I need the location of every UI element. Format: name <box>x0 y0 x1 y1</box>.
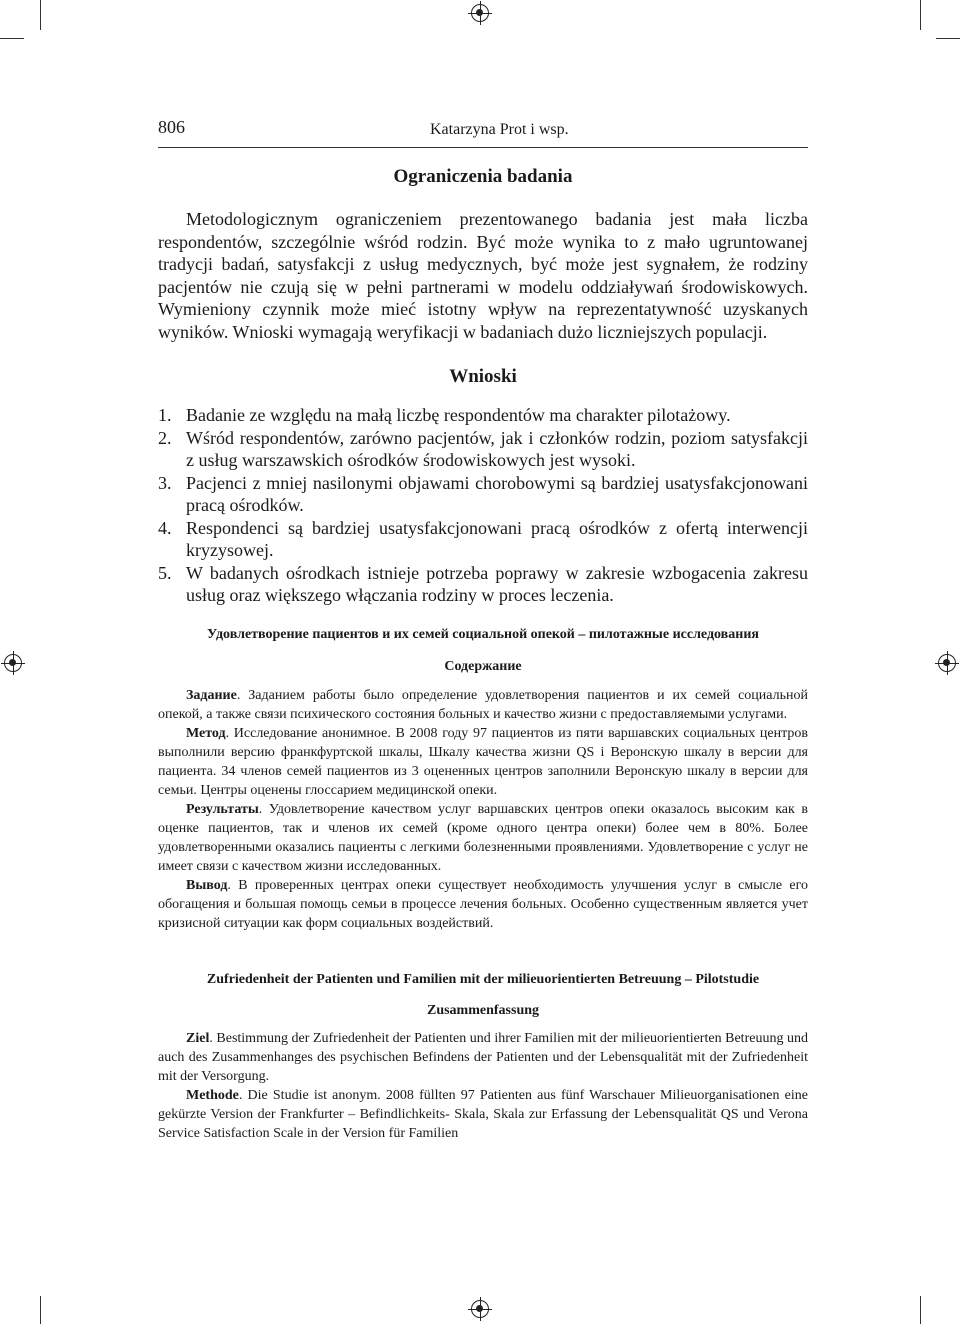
russian-abstract-body <box>158 686 808 933</box>
list-item-text: Pacjenci z mniej nasilonymi objawami chorobowymi są bardziej usatysfakcjonowani pracą ośrodków. <box>186 472 808 515</box>
abstract-label: Задание <box>186 688 237 703</box>
abstract-label: Methode <box>186 1088 239 1103</box>
abstract-label: Ziel <box>186 1031 210 1046</box>
section-title-conclusions: Wnioski <box>449 366 517 387</box>
abstract-label: Результаты <box>186 802 259 817</box>
list-item <box>158 472 808 517</box>
crop-mark-top-right-h <box>936 38 960 39</box>
abstract-paragraph <box>158 876 808 933</box>
abstract-text: . В проверенных центрах опеки существует необходимость улучшения услуг в смысле его обогащения и большая помощь семьи в процессе лечения больных. Особенно существенным является учет кризисной ситуации как форм социальных воздействий. <box>158 878 808 931</box>
list-item <box>158 427 808 472</box>
list-item-number: 4. <box>158 517 172 538</box>
list-item-number: 5. <box>158 562 172 583</box>
registration-mark-bottom-icon <box>471 1300 489 1318</box>
conclusions-list <box>158 404 808 607</box>
crop-mark-bottom-left <box>40 1296 41 1324</box>
abstract-paragraph <box>158 686 808 724</box>
list-item-number: 2. <box>158 427 172 448</box>
russian-abstract-subtitle: Содержание <box>444 659 522 674</box>
abstract-text: . Bestimmung der Zufriedenheit der Patienten und ihrer Familien mit der milieuorientierten Betreuung und auch des Zusammenhanges des psychischen Befindens der Patienten und der Lebensqualität mit der Zufriedenheit mit der Versorgung. <box>158 1031 808 1084</box>
abstract-text: . Исследование анонимное. В 2008 году 97 пациентов из пяти варшавских социальных центров выполнили версию франкфуртской шкалы, Шкалу качества жизни QS i Веронскую шкалу в версии для пациента. 34 членов семей пациентов из 3 оцененных центров заполнили Веронскую шкалу в версии для семьи. Центры оценены глоссарием медицинской опеки. <box>158 726 808 798</box>
list-item <box>158 562 808 607</box>
abstract-paragraph <box>158 1029 808 1086</box>
registration-mark-left-icon <box>4 654 22 672</box>
abstract-label: Метод <box>186 726 226 741</box>
list-item-number: 1. <box>158 405 172 425</box>
russian-abstract-title: Удовлетворение пациентов и их семей социальной опекой – пилотажные исследования <box>207 627 759 642</box>
list-item-text: Respondenci są bardziej usatysfakcjonowani pracą ośrodków z ofertą interwencji kryzysowej. <box>186 517 808 560</box>
german-abstract-body <box>158 1029 808 1143</box>
crop-mark-top-left <box>40 0 41 30</box>
page-number: 806 <box>158 117 185 137</box>
page-header <box>158 117 808 148</box>
abstract-text: . Удовлетворение качеством услуг варшавских центров опеки оказалось высоким как в оценке пациентов, так и членов их семей (кроме одного центра опеки) более чем в 80%. Более удовлетворенными оказались пациенты с легкими болезненными проявлениями. Удовлетворение с услуг не имеет связи с качеством жизни исследованных. <box>158 802 808 874</box>
list-item <box>158 517 808 562</box>
section-title-limitations: Ograniczenia badania <box>393 166 573 187</box>
list-item-number: 3. <box>158 472 172 493</box>
crop-mark-top-left-h <box>0 38 24 39</box>
abstract-text: . Die Studie ist anonym. 2008 füllten 97 Patienten aus fünf Warschauer Milieuorganisationen eine gekürzte Version der Frankfurter – Befindlichkeits- Skala, Skala zur Erfassung der Lebensqualität QS und Verona Service Satisfaction Scale in der Version für Familien <box>158 1088 808 1141</box>
abstract-text: . Заданием работы было определение удовлетворения пациентов и их семей социальной опекой, а также связи психического состояния больных и качество жизни с предоставляемыми услугами. <box>158 688 808 722</box>
abstract-label: Вывод <box>186 878 228 893</box>
list-item-text: W badanych ośrodkach istnieje potrzeba poprawy w zakresie wzbogacenia zakresu usług oraz większego włączania rodziny w proces leczenia. <box>186 562 808 605</box>
crop-mark-bottom-right <box>920 1296 921 1324</box>
limitations-paragraph: Metodologicznym ograniczeniem prezentowanego badania jest mała liczba respondentów, szczególnie wśród rodzin. Być może wynika to z mało ugruntowanej tradycji badań, satysfakcji z usług medycznych, być może jest sygnałem, że rodziny pacjentów nie czują się w pełni partnerami w modelu oddziaływań środowiskowych. Wymieniony czynnik może mieć istotny wpływ na reprezentatywność uzyskanych wyników. Wnioski wymagają weryfikacji w badaniach dużo liczniejszych populacji. <box>158 209 808 342</box>
abstract-paragraph <box>158 724 808 800</box>
crop-mark-top-right <box>920 0 921 30</box>
list-item-text: Badanie ze względu na małą liczbę respondentów ma charakter pilotażowy. <box>186 405 731 425</box>
list-item-text: Wśród respondentów, zarówno pacjentów, jak i członków rodzin, poziom satysfakcji z usług warszawskich ośrodków środowiskowych jest wysoki. <box>186 427 808 470</box>
registration-mark-right-icon <box>938 654 956 672</box>
abstract-paragraph <box>158 1086 808 1143</box>
abstract-paragraph <box>158 800 808 876</box>
german-abstract-subtitle: Zusammenfassung <box>426 1003 540 1018</box>
registration-mark-top-icon <box>471 4 489 22</box>
german-abstract-title: Zufriedenheit der Patienten und Familien mit der milieuorientierten Betreuung – Pilotstudie <box>206 972 760 987</box>
running-head: Katarzyna Prot i wsp. <box>430 121 569 138</box>
list-item <box>158 404 808 427</box>
